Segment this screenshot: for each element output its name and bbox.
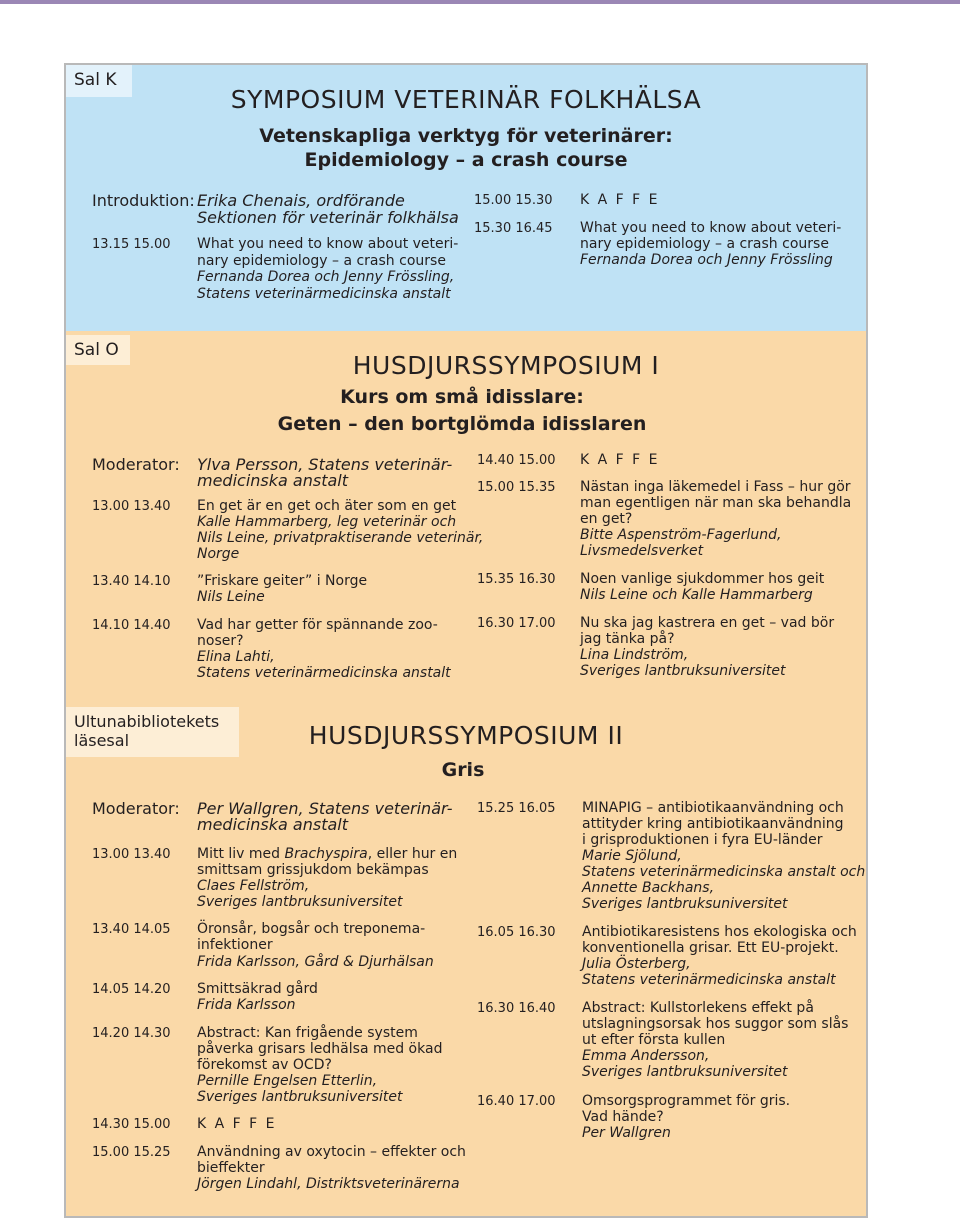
room-label: Sal O bbox=[66, 335, 130, 365]
speaker-line: Julia Österberg, bbox=[582, 956, 691, 972]
talk-title-line: Noen vanlige sjukdommer hos geit bbox=[580, 571, 825, 587]
time-slot: 13.00 13.40 bbox=[92, 499, 171, 514]
time-slot: 16.40 17.00 bbox=[477, 1094, 556, 1109]
speaker-line: Per Wallgren bbox=[582, 1125, 671, 1141]
speaker-line: Sveriges lantbruksuniversitet bbox=[582, 1064, 788, 1080]
talk-title-line: Öronsår, bogsår och treponema- bbox=[197, 921, 426, 937]
speaker-line: Sveriges lantbruksuniversitet bbox=[197, 1089, 403, 1105]
time-slot: 13.00 13.40 bbox=[92, 847, 171, 862]
time-slot: 15.00 15.30 bbox=[474, 193, 553, 208]
talk-title-line: Omsorgsprogrammet för gris. bbox=[582, 1093, 791, 1109]
speaker-line: Sveriges lantbruksuniversitet bbox=[197, 894, 403, 910]
section-title: SYMPOSIUM VETERINÄR FOLKHÄLSA bbox=[230, 85, 702, 114]
speaker-line: Claes Fellström, bbox=[197, 878, 310, 894]
speaker-line: Statens veterinärmedicinska anstalt bbox=[197, 286, 451, 302]
moderator-line: medicinska anstalt bbox=[197, 471, 348, 490]
section-subtitle-line2: Epidemiology – a crash course bbox=[304, 149, 628, 171]
speaker-line: Statens veterinärmedicinska anstalt bbox=[197, 665, 451, 681]
section-title: HUSDJURSSYMPOSIUM I bbox=[352, 351, 660, 380]
talk-title-line: en get? bbox=[580, 511, 633, 527]
speaker-line: Bitte Aspenström-Fagerlund, bbox=[580, 527, 782, 543]
talk-title-line: Användning av oxytocin – effekter och bbox=[197, 1144, 466, 1160]
talk-title-line: ”Friskare geiter” i Norge bbox=[197, 573, 368, 589]
talk-title-line: Abstract: Kan frigående system bbox=[197, 1025, 418, 1041]
speaker-line: Livsmedelsverket bbox=[580, 543, 704, 559]
time-slot: 14.30 15.00 bbox=[92, 1117, 171, 1132]
speaker-line: Sveriges lantbruksuniversitet bbox=[580, 663, 786, 679]
moderator-line: Per Wallgren, Statens veterinär- bbox=[197, 799, 453, 818]
room-label-line2: läsesal bbox=[74, 731, 130, 750]
speaker-line: Frida Karlsson bbox=[197, 997, 296, 1013]
talk-title-line: Smittsäkrad gård bbox=[197, 981, 318, 997]
talk-title-line: Nästan inga läkemedel i Fass – hur gör bbox=[580, 479, 851, 495]
talk-title-line: förekomst av OCD? bbox=[197, 1057, 332, 1073]
talk-title-line: What you need to know about veteri- bbox=[197, 236, 459, 252]
intro-line1: Erika Chenais, ordförande bbox=[197, 191, 405, 210]
speaker-line: Nils Leine, privatpraktiserande veterinär, bbox=[197, 530, 484, 546]
talk-title-line: i grisproduktionen i fyra EU-länder bbox=[582, 832, 823, 848]
coffee-break: K A F F E bbox=[580, 192, 660, 208]
talk-title-line: smittsam grissjukdom bekämpas bbox=[197, 862, 429, 878]
speaker-line: Norge bbox=[197, 546, 240, 562]
talk-title-line: nary epidemiology – a crash course bbox=[197, 253, 446, 269]
section-title: HUSDJURSSYMPOSIUM II bbox=[308, 721, 624, 750]
speaker-line: Statens veterinärmedicinska anstalt och bbox=[582, 864, 866, 880]
talk-title-line: utslagningsorsak hos suggor som slås bbox=[582, 1016, 849, 1032]
speaker-line: Jörgen Lindahl, Distriktsveterinärerna bbox=[197, 1176, 460, 1192]
section-subtitle-line2: Geten – den bortglömda idisslaren bbox=[277, 413, 647, 435]
top-accent-line bbox=[0, 0, 960, 4]
text-part-italic: Brachyspira bbox=[284, 846, 368, 862]
talk-title-line: Vad har getter för spännande zoo- bbox=[197, 617, 438, 633]
speaker-line: Lina Lindström, bbox=[580, 647, 689, 663]
talk-title-line: nary epidemiology – a crash course bbox=[580, 236, 829, 252]
time-slot: 16.30 16.40 bbox=[477, 1001, 556, 1016]
talk-title-line: MINAPIG – antibiotikaanvändning och bbox=[582, 800, 844, 816]
time-slot: 14.20 14.30 bbox=[92, 1026, 171, 1041]
speaker-line: Elina Lahti, bbox=[197, 649, 275, 665]
page-frame bbox=[64, 63, 868, 1218]
time-slot: 14.40 15.00 bbox=[477, 453, 556, 468]
speaker-line: Nils Leine bbox=[197, 589, 265, 605]
speaker-line: Statens veterinärmedicinska anstalt bbox=[582, 972, 836, 988]
speaker-line: Annette Backhans, bbox=[582, 880, 715, 896]
talk-title-line: konventionella grisar. Ett EU-projekt. bbox=[582, 940, 839, 956]
time-slot: 15.00 15.35 bbox=[477, 480, 556, 495]
talk-title-line: Vad hände? bbox=[582, 1109, 664, 1125]
time-slot: 15.00 15.25 bbox=[92, 1145, 171, 1160]
talk-title-line: What you need to know about veteri- bbox=[580, 220, 842, 236]
speaker-line: Marie Sjölund, bbox=[582, 848, 682, 864]
time-slot: 13.40 14.05 bbox=[92, 922, 171, 937]
time-slot: 13.15 15.00 bbox=[92, 237, 171, 252]
time-slot: 15.35 16.30 bbox=[477, 572, 556, 587]
coffee-break: K A F F E bbox=[580, 452, 660, 468]
talk-title-line: jag tänka på? bbox=[580, 631, 675, 647]
room-label: Sal K bbox=[66, 65, 132, 97]
talk-title-line: bieffekter bbox=[197, 1160, 265, 1176]
speaker-line: Emma Andersson, bbox=[582, 1048, 710, 1064]
moderator-label: Moderator: bbox=[92, 799, 180, 818]
text-part: , eller hur en bbox=[367, 846, 458, 862]
talk-title-line: Nu ska jag kastrera en get – vad bör bbox=[580, 615, 835, 631]
section-subtitle: Gris bbox=[441, 759, 485, 781]
talk-title-line: ut efter första kullen bbox=[582, 1032, 726, 1048]
speaker-line: Pernille Engelsen Etterlin, bbox=[197, 1073, 378, 1089]
coffee-break: K A F F E bbox=[197, 1116, 277, 1132]
intro-line2: Sektionen för veterinär folkhälsa bbox=[197, 208, 459, 227]
speaker-line: Nils Leine och Kalle Hammarberg bbox=[580, 587, 813, 603]
time-slot: 14.05 14.20 bbox=[92, 982, 171, 997]
moderator-line: medicinska anstalt bbox=[197, 815, 348, 834]
speaker-line: Fernanda Dorea och Jenny Frössling bbox=[580, 252, 833, 268]
intro-label: Introduktion: bbox=[92, 191, 195, 210]
text-part: Mitt liv med bbox=[197, 846, 285, 862]
speaker-line: Frida Karlsson, Gård & Djurhälsan bbox=[197, 954, 434, 970]
moderator-label: Moderator: bbox=[92, 455, 180, 474]
time-slot: 13.40 14.10 bbox=[92, 574, 171, 589]
talk-title-line: attityder kring antibiotikaanvändning bbox=[582, 816, 844, 832]
talk-title-line: påverka grisars ledhälsa med ökad bbox=[197, 1041, 443, 1057]
talk-title-line: Abstract: Kullstorlekens effekt på bbox=[582, 1000, 814, 1016]
time-slot: 14.10 14.40 bbox=[92, 618, 171, 633]
talk-title-line: noser? bbox=[197, 633, 244, 649]
talk-title-line: Antibiotikaresistens hos ekologiska och bbox=[582, 924, 857, 940]
time-slot: 16.05 16.30 bbox=[477, 925, 556, 940]
speaker-line: Sveriges lantbruksuniversitet bbox=[582, 896, 788, 912]
time-slot: 15.30 16.45 bbox=[474, 221, 553, 236]
talk-title-line: infektioner bbox=[197, 937, 273, 953]
time-slot: 15.25 16.05 bbox=[477, 801, 556, 816]
talk-title-line: En get är en get och äter som en get bbox=[197, 498, 457, 514]
section-subtitle-line1: Kurs om små idisslare: bbox=[340, 386, 584, 408]
speaker-line: Kalle Hammarberg, leg veterinär och bbox=[197, 514, 457, 530]
talk-title-line: man egentligen när man ska behandla bbox=[580, 495, 852, 511]
section-subtitle-line1: Vetenskapliga verktyg för veterinärer: bbox=[259, 125, 673, 147]
speaker-line: Fernanda Dorea och Jenny Frössling, bbox=[197, 269, 455, 285]
room-label-line1: Ultunabibliotekets bbox=[74, 712, 220, 731]
time-slot: 16.30 17.00 bbox=[477, 616, 556, 631]
moderator-line: Ylva Persson, Statens veterinär- bbox=[197, 455, 453, 474]
